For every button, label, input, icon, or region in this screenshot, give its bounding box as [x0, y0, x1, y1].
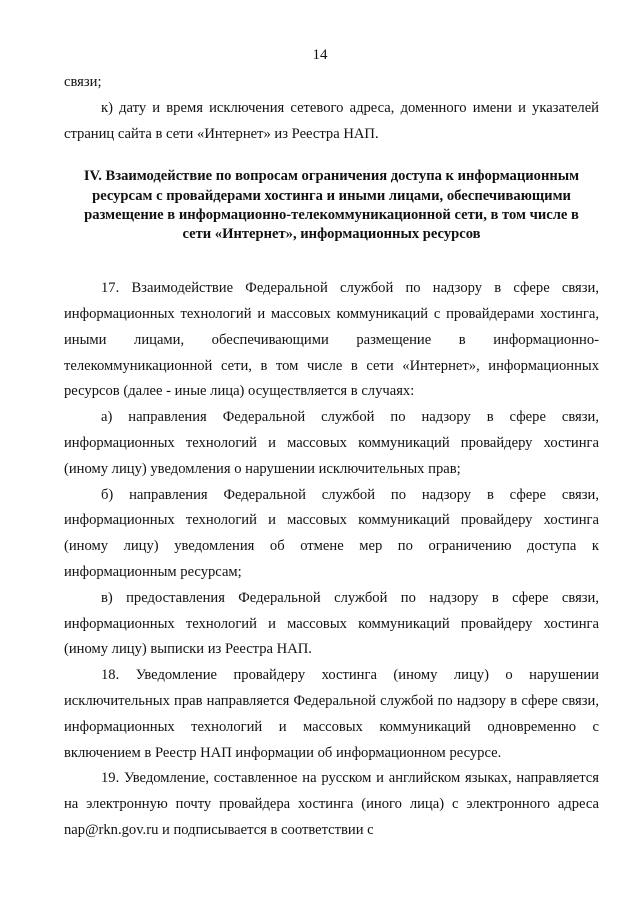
continuation-text: связи;: [64, 74, 102, 90]
paragraph-17: 17. Взаимодействие Федеральной службой по надзору в сфере связи, информационных технологий и массовых коммуникаций с провайдерами хостинга, иными лицами, обеспечивающими размещение в информационно-телекоммуникационной сети, в том числе в сети «Интернет», информационных ресурсов (далее - иные лица) осуществляется в случаях:: [64, 280, 599, 400]
page-number: 14: [312, 47, 328, 63]
document-body: [64, 70, 599, 844]
list-item-k: к) дату и время исключения сетевого адреса, доменного имени и указателей страниц сайта в сети «Интернет» из Реестра НАП.: [64, 99, 599, 142]
paragraph-18: 18. Уведомление провайдеру хостинга (иному лицу) о нарушении исключительных прав направляется Федеральной службой по надзору в сфере связи, информационных технологий и массовых коммуникаций одновременно с включением в Реестр НАП информации об информационном ресурсе.: [64, 667, 599, 761]
list-item-a: а) направления Федеральной службой по надзору в сфере связи, информационных технологий и массовых коммуникаций провайдеру хостинга (иному лицу) уведомления о нарушении исключительных прав;: [64, 409, 599, 477]
section-heading: IV. Взаимодействие по вопросам ограничения доступа к информационным ресурсам с провайдерами хостинга и иными лицами, обеспечивающими размещение в информационно-телекоммуникационной сети, в том числе в сети «Интернет», информационных ресурсов: [83, 168, 580, 242]
spacer: [64, 244, 599, 276]
paragraph-19: 19. Уведомление, составленное на русском и английском языках, направляется на электронную почту провайдера хостинга (иного лица) с электронного адреса nap@rkn.gov.ru и подписывается в соответствии с: [64, 770, 599, 838]
list-item-v: в) предоставления Федеральной службой по надзору в сфере связи, информационных технологий и массовых коммуникаций провайдеру хостинга (иному лицу) выписки из Реестра НАП.: [64, 589, 599, 658]
list-item-b: б) направления Федеральной службой по надзору в сфере связи, информационных технологий и массовых коммуникаций провайдеру хостинга (иному лицу) уведомления об отмене мер по ограничению доступа к информационным ресурсам;: [64, 486, 599, 580]
spacer: [64, 147, 599, 167]
